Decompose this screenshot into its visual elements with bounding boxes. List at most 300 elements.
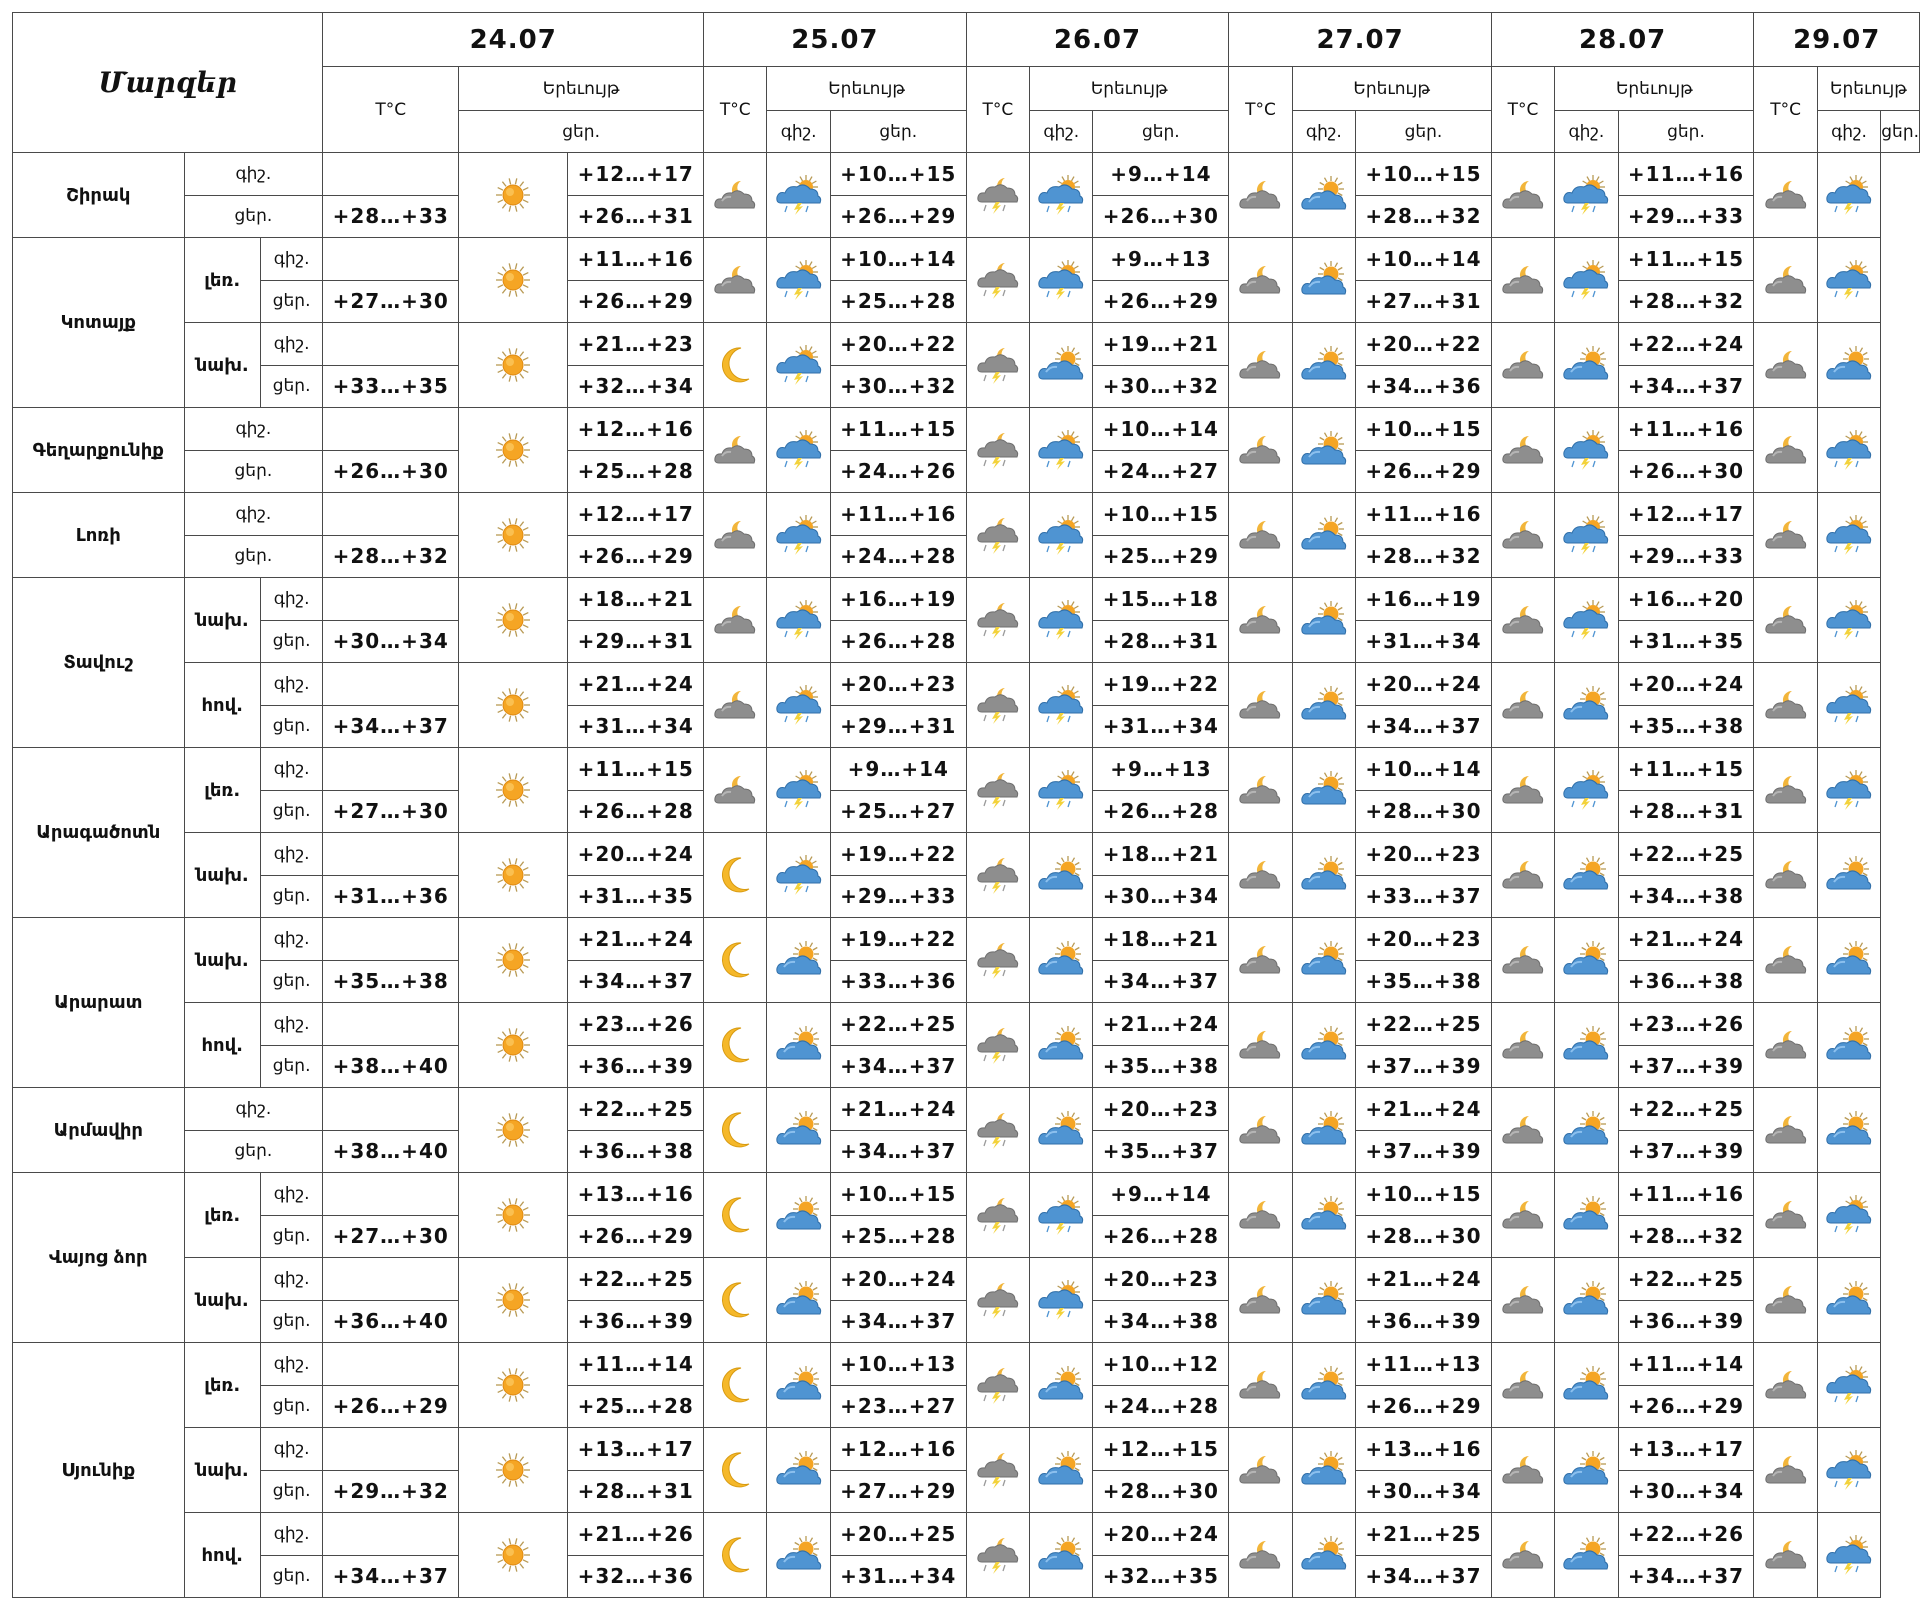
day-temperature: +25…+28 <box>568 450 704 493</box>
weather-icon-cell <box>1754 578 1817 663</box>
night-temperature: +21…+24 <box>1093 1003 1229 1046</box>
cloud-moon-icon <box>711 430 759 470</box>
forecast-row-day <box>13 875 1920 918</box>
night-temperature: +21…+24 <box>830 1088 966 1131</box>
night-temperature: +9…+14 <box>1093 153 1229 196</box>
weather-icon-cell <box>704 918 767 1003</box>
day-temperature: +24…+28 <box>830 535 966 578</box>
weather-icon-cell <box>1817 1343 1880 1428</box>
weather-icon-cell <box>459 1173 568 1258</box>
day-temperature: +28…+32 <box>1356 535 1492 578</box>
sun-cloud-rain-icon <box>775 600 823 640</box>
day-temperature: +38…+40 <box>323 1045 459 1088</box>
day-temperature: +25…+28 <box>568 1385 704 1428</box>
weather-icon-cell <box>966 578 1029 663</box>
temperature-header: T°C <box>966 67 1029 153</box>
night-temperature: +22…+25 <box>1618 833 1754 876</box>
day-label: ցեր. <box>260 1045 322 1088</box>
day-header: ցեր. <box>830 111 966 153</box>
day-temperature: +26…+29 <box>323 1385 459 1428</box>
weather-icon-cell <box>1754 833 1817 918</box>
weather-icon-cell <box>767 1088 830 1173</box>
temperature-header: T°C <box>323 67 459 153</box>
zone-label: լեռ. <box>184 1173 260 1258</box>
weather-icon-cell <box>1555 238 1618 323</box>
night-label: գիշ. <box>260 663 322 706</box>
night-temperature: +21…+24 <box>568 663 704 706</box>
night-temperature <box>323 493 459 536</box>
forecast-row-day <box>13 280 1920 323</box>
weather-icon-cell <box>1229 578 1292 663</box>
day-label: ցեր. <box>184 195 323 238</box>
forecast-row-night <box>13 1003 1920 1046</box>
storm-moon-icon <box>974 345 1022 385</box>
weather-icon-cell <box>1491 153 1554 238</box>
phenomenon-header: Երեւույթ <box>459 67 704 111</box>
night-temperature: +20…+22 <box>1356 323 1492 366</box>
cloud-moon-icon <box>1499 260 1547 300</box>
day-temperature: +33…+37 <box>1356 875 1492 918</box>
cloud-moon-icon <box>1762 600 1810 640</box>
night-temperature: +21…+24 <box>1356 1258 1492 1301</box>
night-temperature <box>323 1003 459 1046</box>
day-label: ցեր. <box>260 620 322 663</box>
night-temperature: +10…+14 <box>1356 748 1492 791</box>
day-temperature: +34…+36 <box>1356 365 1492 408</box>
weather-icon-cell <box>1555 1428 1618 1513</box>
moon-icon <box>711 1195 759 1235</box>
sun-cloud-rain-icon <box>775 345 823 385</box>
weather-icon-cell <box>1030 323 1093 408</box>
cloud-moon-icon <box>1236 1025 1284 1065</box>
day-temperature: +26…+28 <box>1093 790 1229 833</box>
region-name: Սյունիք <box>13 1343 185 1598</box>
day-temperature: +25…+29 <box>1093 535 1229 578</box>
day-temperature: +30…+34 <box>1093 875 1229 918</box>
storm-moon-icon <box>974 175 1022 215</box>
day-temperature: +30…+32 <box>830 365 966 408</box>
forecast-row-night <box>13 1258 1920 1301</box>
forecast-row-night <box>13 918 1920 961</box>
day-temperature: +35…+38 <box>1618 705 1754 748</box>
cloud-moon-icon <box>1236 855 1284 895</box>
storm-moon-icon <box>974 770 1022 810</box>
weather-icon-cell <box>966 153 1029 238</box>
weather-icon-cell <box>1229 238 1292 323</box>
day-temperature: +34…+37 <box>323 705 459 748</box>
day-label: ցեր. <box>260 1215 322 1258</box>
sun-cloud-rain-icon <box>775 175 823 215</box>
cloud-moon-icon <box>1762 175 1810 215</box>
night-temperature: +11…+15 <box>1618 748 1754 791</box>
weather-icon-cell <box>1555 1088 1618 1173</box>
weather-icon-cell <box>1292 1513 1355 1598</box>
moon-icon <box>711 1535 759 1575</box>
weather-icon-cell <box>1229 918 1292 1003</box>
cloud-moon-icon <box>1499 1365 1547 1405</box>
cloud-moon-icon <box>1499 175 1547 215</box>
cloud-moon-icon <box>1499 600 1547 640</box>
sun-cloud-icon <box>1037 940 1085 980</box>
forecast-row-day <box>13 705 1920 748</box>
moon-icon <box>711 1450 759 1490</box>
forecast-row-night <box>13 323 1920 366</box>
day-temperature: +28…+32 <box>1618 280 1754 323</box>
weather-icon-cell <box>1555 493 1618 578</box>
weather-icon-cell <box>459 153 568 238</box>
forecast-row-night <box>13 153 1920 196</box>
day-label: ցեր. <box>260 1470 322 1513</box>
day-temperature: +36…+39 <box>1356 1300 1492 1343</box>
sun-cloud-rain-icon <box>1825 600 1873 640</box>
weather-icon-cell <box>1754 748 1817 833</box>
weather-icon-cell <box>1817 323 1880 408</box>
weather-icon-cell <box>1292 1003 1355 1088</box>
night-temperature: +11…+16 <box>568 238 704 281</box>
cloud-moon-icon <box>1762 855 1810 895</box>
date-header: 27.07 <box>1229 13 1492 67</box>
sun-cloud-icon <box>775 1450 823 1490</box>
weather-icon-cell <box>1491 323 1554 408</box>
night-temperature: +22…+26 <box>1618 1513 1754 1556</box>
weather-icon-cell <box>966 1003 1029 1088</box>
temperature-header: T°C <box>704 67 767 153</box>
weather-icon-cell <box>704 833 767 918</box>
weather-icon-cell <box>966 238 1029 323</box>
weather-icon-cell <box>767 493 830 578</box>
phenomenon-header: Երեւույթ <box>1030 67 1229 111</box>
storm-moon-icon <box>974 260 1022 300</box>
day-temperature: +31…+36 <box>323 875 459 918</box>
temperature-header: T°C <box>1229 67 1292 153</box>
moon-icon <box>711 1365 759 1405</box>
sun-cloud-icon <box>1300 1195 1348 1235</box>
sun-cloud-icon <box>1562 1195 1610 1235</box>
day-temperature: +34…+38 <box>1618 875 1754 918</box>
sun-cloud-rain-icon <box>1825 260 1873 300</box>
day-temperature: +35…+37 <box>1093 1130 1229 1173</box>
cloud-moon-icon <box>1499 515 1547 555</box>
sun-cloud-rain-icon <box>1037 770 1085 810</box>
night-temperature <box>323 748 459 791</box>
sun-cloud-rain-icon <box>1562 175 1610 215</box>
weather-icon-cell <box>1555 663 1618 748</box>
weather-icon-cell <box>1555 1003 1618 1088</box>
sun-icon <box>489 175 537 215</box>
sun-cloud-icon <box>775 1280 823 1320</box>
region-name: Արագածոտն <box>13 748 185 918</box>
weather-icon-cell <box>1030 153 1093 238</box>
sun-cloud-rain-icon <box>775 430 823 470</box>
night-temperature: +21…+24 <box>1618 918 1754 961</box>
forecast-row-night <box>13 493 1920 536</box>
night-label: գիշ. <box>260 238 322 281</box>
sun-cloud-icon <box>1562 1450 1610 1490</box>
date-header: 28.07 <box>1491 13 1754 67</box>
sun-cloud-icon <box>1300 770 1348 810</box>
cloud-moon-icon <box>1499 1110 1547 1150</box>
weather-icon-cell <box>1817 153 1880 238</box>
sun-cloud-rain-icon <box>1825 1535 1873 1575</box>
day-temperature: +37…+39 <box>1356 1130 1492 1173</box>
moon-icon <box>711 1110 759 1150</box>
day-temperature: +34…+37 <box>830 1045 966 1088</box>
cloud-moon-icon <box>1762 770 1810 810</box>
weather-icon-cell <box>1030 408 1093 493</box>
weather-icon-cell <box>459 1258 568 1343</box>
weather-icon-cell <box>704 238 767 323</box>
cloud-moon-icon <box>1236 1110 1284 1150</box>
weather-icon-cell <box>767 1513 830 1598</box>
day-temperature: +31…+35 <box>1618 620 1754 663</box>
region-name: Արարատ <box>13 918 185 1088</box>
sun-cloud-rain-icon <box>1825 175 1873 215</box>
weather-icon-cell <box>1555 1343 1618 1428</box>
night-temperature: +18…+21 <box>568 578 704 621</box>
night-temperature: +19…+22 <box>1093 663 1229 706</box>
day-temperature: +24…+28 <box>1093 1385 1229 1428</box>
weather-icon-cell <box>1817 833 1880 918</box>
weather-icon-cell <box>459 238 568 323</box>
weather-icon-cell <box>459 323 568 408</box>
date-header: 29.07 <box>1754 13 1920 67</box>
zone-label: նախ. <box>184 1428 260 1513</box>
day-temperature: +30…+34 <box>323 620 459 663</box>
sun-icon <box>489 855 537 895</box>
day-temperature: +24…+26 <box>830 450 966 493</box>
weather-icon-cell <box>1292 578 1355 663</box>
day-temperature: +34…+37 <box>830 1300 966 1343</box>
cloud-moon-icon <box>1499 430 1547 470</box>
sun-cloud-icon <box>1300 260 1348 300</box>
cloud-moon-icon <box>1236 515 1284 555</box>
weather-icon-cell <box>1754 408 1817 493</box>
night-temperature: +10…+15 <box>1356 1173 1492 1216</box>
day-temperature: +25…+28 <box>830 1215 966 1258</box>
sun-cloud-icon <box>1825 345 1873 385</box>
weather-icon-cell <box>1491 1343 1554 1428</box>
weather-icon-cell <box>704 493 767 578</box>
weather-icon-cell <box>1229 153 1292 238</box>
night-label: գիշ. <box>260 1343 322 1386</box>
day-label: ցեր. <box>260 960 322 1003</box>
sun-icon <box>489 1025 537 1065</box>
zone-label: նախ. <box>184 578 260 663</box>
sun-icon <box>489 1535 537 1575</box>
storm-moon-icon <box>974 430 1022 470</box>
night-temperature: +12…+15 <box>1093 1428 1229 1471</box>
sun-icon <box>489 1365 537 1405</box>
day-label: ցեր. <box>260 1385 322 1428</box>
cloud-moon-icon <box>1499 1450 1547 1490</box>
weather-icon-cell <box>1817 1173 1880 1258</box>
region-name: Կոտայք <box>13 238 185 408</box>
weather-icon-cell <box>459 408 568 493</box>
weather-icon-cell <box>459 493 568 578</box>
day-header: ցեր. <box>1093 111 1229 153</box>
weather-icon-cell <box>966 1428 1029 1513</box>
day-temperature: +34…+37 <box>1618 1555 1754 1598</box>
sun-cloud-icon <box>775 940 823 980</box>
day-temperature: +32…+35 <box>1093 1555 1229 1598</box>
day-temperature: +23…+27 <box>830 1385 966 1428</box>
region-name: Արմավիր <box>13 1088 185 1173</box>
weather-icon-cell <box>1817 238 1880 323</box>
weather-icon-cell <box>1292 1173 1355 1258</box>
regions-header-title: Մարզեր <box>13 13 323 153</box>
night-temperature: +10…+12 <box>1093 1343 1229 1386</box>
sun-cloud-icon <box>1825 1110 1873 1150</box>
day-temperature: +26…+29 <box>1093 280 1229 323</box>
day-temperature: +29…+33 <box>1618 195 1754 238</box>
weather-icon-cell <box>1491 1173 1554 1258</box>
weather-icon-cell <box>966 493 1029 578</box>
weather-icon-cell <box>1754 1513 1817 1598</box>
weather-icon-cell <box>767 663 830 748</box>
day-temperature: +37…+39 <box>1618 1045 1754 1088</box>
storm-moon-icon <box>974 1025 1022 1065</box>
forecast-row-day <box>13 195 1920 238</box>
zone-label: հով. <box>184 1003 260 1088</box>
day-temperature: +31…+34 <box>830 1555 966 1598</box>
weather-icon-cell <box>767 833 830 918</box>
day-temperature: +26…+28 <box>1093 1215 1229 1258</box>
weather-icon-cell <box>1292 493 1355 578</box>
moon-icon <box>711 940 759 980</box>
weather-icon-cell <box>1229 493 1292 578</box>
day-temperature: +28…+30 <box>1093 1470 1229 1513</box>
forecast-row-night <box>13 1428 1920 1471</box>
weather-icon-cell <box>1555 1173 1618 1258</box>
day-temperature: +34…+37 <box>1356 1555 1492 1598</box>
weather-icon-cell <box>1292 1258 1355 1343</box>
forecast-body <box>13 13 1920 1598</box>
sun-cloud-icon <box>1037 855 1085 895</box>
day-temperature: +31…+34 <box>1356 620 1492 663</box>
weather-icon-cell <box>767 238 830 323</box>
day-temperature: +30…+34 <box>1618 1470 1754 1513</box>
sun-cloud-icon <box>1300 1535 1348 1575</box>
sun-cloud-icon <box>1300 175 1348 215</box>
sun-cloud-rain-icon <box>1825 430 1873 470</box>
sun-cloud-icon <box>1562 1535 1610 1575</box>
storm-moon-icon <box>974 600 1022 640</box>
region-name: Լոռի <box>13 493 185 578</box>
day-label: ցեր. <box>260 875 322 918</box>
night-label: գիշ. <box>184 1088 323 1131</box>
day-temperature: +26…+30 <box>1093 195 1229 238</box>
sun-cloud-icon <box>1300 1450 1348 1490</box>
date-header: 26.07 <box>966 13 1229 67</box>
weather-icon-cell <box>1229 1258 1292 1343</box>
weather-icon-cell <box>1491 578 1554 663</box>
day-label: ցեր. <box>184 535 323 578</box>
weather-icon-cell <box>1754 238 1817 323</box>
sun-cloud-icon <box>1300 940 1348 980</box>
night-temperature: +11…+16 <box>1618 153 1754 196</box>
sun-cloud-icon <box>775 1535 823 1575</box>
weather-icon-cell <box>1030 918 1093 1003</box>
cloud-moon-icon <box>1236 175 1284 215</box>
night-header: գիշ. <box>1030 111 1093 153</box>
cloud-moon-icon <box>1499 1025 1547 1065</box>
forecast-row-night <box>13 1173 1920 1216</box>
day-temperature: +26…+29 <box>830 195 966 238</box>
weather-icon-cell <box>1292 1428 1355 1513</box>
sun-cloud-icon <box>1825 855 1873 895</box>
weather-icon-cell <box>767 408 830 493</box>
forecast-row-day <box>13 620 1920 663</box>
cloud-moon-icon <box>1499 770 1547 810</box>
forecast-row-night <box>13 833 1920 876</box>
weather-icon-cell <box>1754 663 1817 748</box>
night-temperature: +19…+22 <box>830 918 966 961</box>
day-temperature: +34…+37 <box>1618 365 1754 408</box>
night-temperature: +10…+14 <box>1093 408 1229 451</box>
night-temperature: +10…+13 <box>830 1343 966 1386</box>
weather-icon-cell <box>1292 238 1355 323</box>
sun-cloud-icon <box>1300 685 1348 725</box>
weather-icon-cell <box>1030 1513 1093 1598</box>
date-header: 25.07 <box>704 13 967 67</box>
weather-icon-cell <box>1229 748 1292 833</box>
sun-cloud-icon <box>1562 1280 1610 1320</box>
sun-cloud-rain-icon <box>1825 685 1873 725</box>
day-temperature: +27…+29 <box>830 1470 966 1513</box>
day-temperature: +34…+38 <box>1093 1300 1229 1343</box>
night-temperature <box>323 663 459 706</box>
night-temperature: +11…+14 <box>1618 1343 1754 1386</box>
weather-icon-cell <box>704 1343 767 1428</box>
night-temperature: +11…+15 <box>830 408 966 451</box>
zone-label: լեռ. <box>184 748 260 833</box>
weather-icon-cell <box>1491 1003 1554 1088</box>
forecast-row-day <box>13 790 1920 833</box>
day-temperature: +26…+29 <box>1356 1385 1492 1428</box>
sun-icon <box>489 430 537 470</box>
weather-icon-cell <box>704 1258 767 1343</box>
weather-icon-cell <box>1555 153 1618 238</box>
weather-icon-cell <box>459 1088 568 1173</box>
day-temperature: +37…+39 <box>1618 1130 1754 1173</box>
day-temperature: +35…+38 <box>1356 960 1492 1003</box>
night-label: գիշ. <box>260 1258 322 1301</box>
weather-icon-cell <box>1754 493 1817 578</box>
sun-cloud-icon <box>1300 1280 1348 1320</box>
night-temperature <box>323 1173 459 1216</box>
sun-cloud-icon <box>1562 855 1610 895</box>
day-temperature: +36…+39 <box>1618 1300 1754 1343</box>
weather-icon-cell <box>459 748 568 833</box>
night-temperature: +12…+16 <box>568 408 704 451</box>
weather-icon-cell <box>1292 663 1355 748</box>
cloud-moon-icon <box>1499 1535 1547 1575</box>
cloud-moon-icon <box>1762 1280 1810 1320</box>
weather-icon-cell <box>966 918 1029 1003</box>
day-label: ցեր. <box>260 365 322 408</box>
weather-icon-cell <box>1754 1343 1817 1428</box>
cloud-moon-icon <box>1499 1195 1547 1235</box>
weather-icon-cell <box>704 1003 767 1088</box>
night-temperature: +20…+22 <box>830 323 966 366</box>
forecast-row-night <box>13 748 1920 791</box>
day-temperature: +35…+38 <box>1093 1045 1229 1088</box>
night-temperature: +15…+18 <box>1093 578 1229 621</box>
weather-icon-cell <box>1754 323 1817 408</box>
sun-cloud-icon <box>775 1025 823 1065</box>
day-temperature: +36…+40 <box>323 1300 459 1343</box>
weather-icon-cell <box>1292 1088 1355 1173</box>
